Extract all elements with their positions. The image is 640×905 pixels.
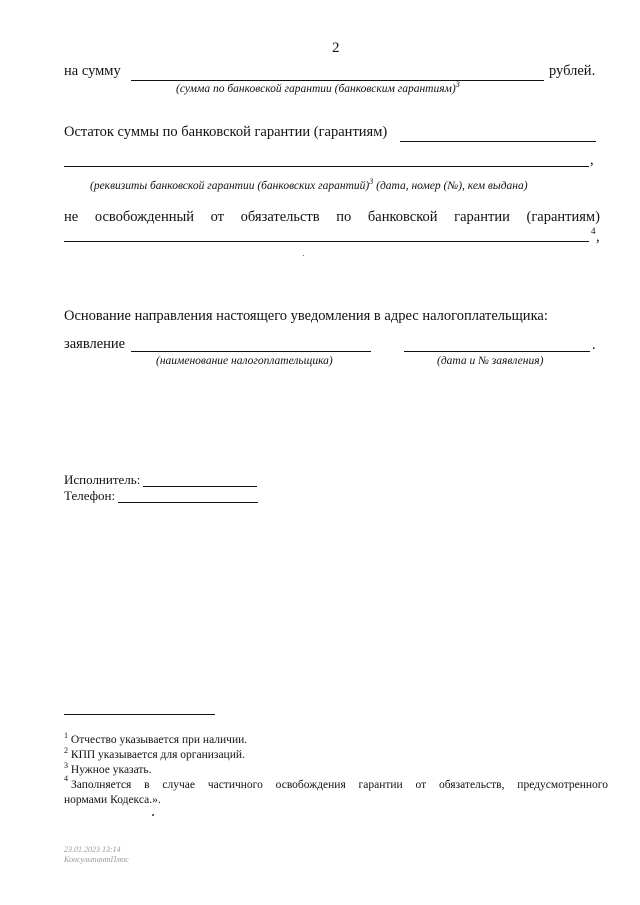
application-date-caption: (дата и № заявления) [437,355,544,367]
document-stamp: 23.01.2023 13:14 [64,845,121,854]
application-dot: . [592,337,596,353]
amount-prefix: на сумму [64,63,121,79]
remainder-details-line [64,166,589,167]
taxpayer-name-caption: (наименование налогоплательщика) [156,355,333,367]
taxpayer-name-line [131,351,371,352]
application-date-line [404,351,590,352]
page-number: 2 [332,40,340,56]
scan-speck [152,814,154,816]
word: банковской [367,209,438,225]
word: обязательств [240,209,320,225]
remainder-field-line [400,141,596,142]
not-released-comma: , [596,229,600,245]
footnote-ref-3: 3 [455,80,460,90]
amount-suffix: рублей. [549,63,596,79]
remainder-label: Остаток суммы по банковской гарантии (гарантиям) [64,124,388,140]
footnote-2: $^2$ КПП указывается для организаций. [64,746,245,761]
not-released-line [64,209,600,226]
not-released-field-line [64,241,589,242]
remainder-comma: , [590,152,594,168]
phone-line [118,502,258,503]
footnote-separator [64,714,215,715]
word: освобожденный [94,209,194,225]
amount-field-line [131,80,544,81]
executor-line [143,486,257,487]
remainder-caption: (реквизиты банковской гарантии (банковских гарантий)$^3$ (дата, номер (№), кем выдана) [90,177,528,192]
word: от [210,209,225,225]
word: гарантии [454,209,510,225]
word: не [64,209,79,225]
footnote-ref-3b: 3 [369,177,374,187]
scan-speck [303,255,304,256]
word: (гарантиям) [526,209,600,225]
footnote-4-continued: нормами Кодекса.». [64,794,161,806]
executor-label: Исполнитель: [64,472,141,487]
word: по [336,209,352,225]
footnote-3: $^3$ Нужное указать. [64,761,152,776]
footnote-1: $^1$ Отчество указывается при наличии. [64,731,248,746]
document-stamp-line2: КонсультантПлюс [64,855,129,864]
basis-heading: Основание направления настоящего уведомления в адрес налогоплательщика: [64,308,548,324]
footnote-ref-4: 4 [591,226,596,236]
phone-label: Телефон: [64,488,116,503]
footnote-4: 4 Заполняется в случае частичного освобождения гарантии от обязательств, предусмотренного [64,774,608,791]
amount-caption: (сумма по банковской гарантии (банковским гарантиям)$^3$ [176,80,460,95]
application-label: заявление [64,336,126,352]
